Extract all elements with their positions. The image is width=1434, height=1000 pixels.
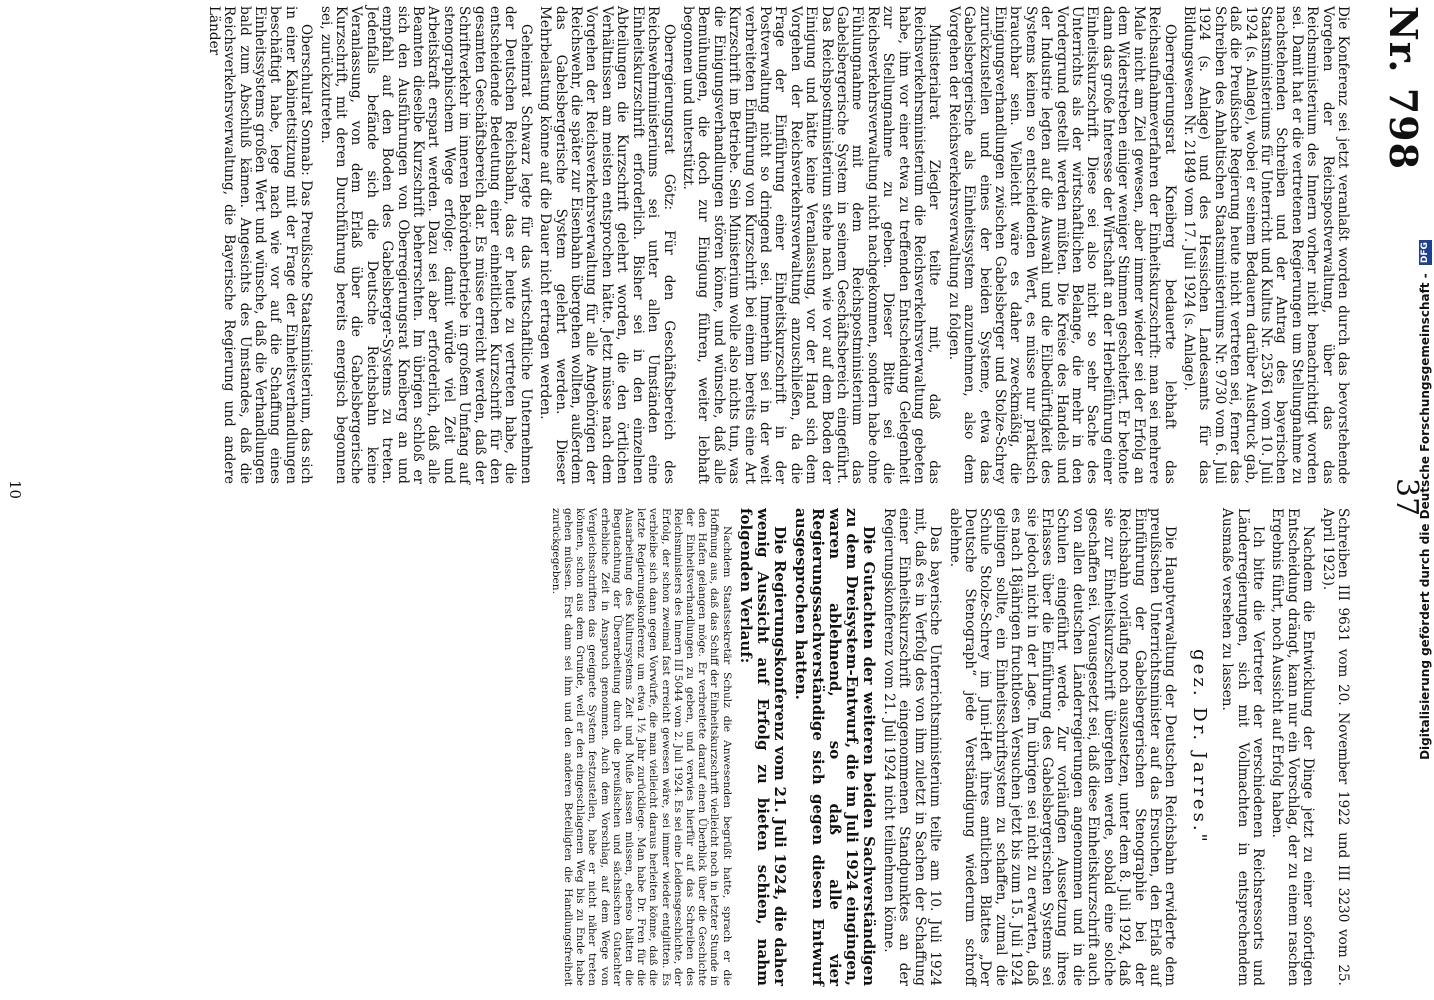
paragraph: Das bayerische Unterrichtsministerium teilte am 10. Juli 1924 mit, daß es in Verfolg des von ihm zuletzt in Sachen der Schaffung einer Einheitskurzschrift eingenommenen Standpunktes an der Regierungskonferenz vom 21. Juli 1924 nicht teilnehmen könne. [881,508,944,986]
paragraph: Die Hauptverwaltung der Deutschen Reichsbahn erwiderte dem preußischen Unterrichtsminister auf das Ersuchen, den Erlaß auf Einführung der Gabelsbergerischen Stenographie bei der Reichsbahn vorläufig noch auszusetzen, unter dem 8. Juli 1924, daß sie zur Einheitskurzschrift übergehen werde, sobald eine solche geschaffen sei. Vorausgesetzt sei, daß diese Einheitskurzschrift auch von allen deutschen Länderregierungen angenommen und in die Schulen eingeführt werde. Zur vorläufigen Aussetzung ihres Erlasses über die Einführung des Gabelsbergerischen Systems sei sie jedoch nicht in der Lage. Im übrigen sei nicht zu erwarten, daß es nach 18jährigen fruchtlosen Versuchen jetzt bis zum 15. Juli 1924 gelingen sollte, ein Einheitsschriftsystem zu schaffen, zumal die Schule Stolze-Schrey im Juni-Heft ihres amtlichen Blattes „Der Deutsche Stenograph“ jede Verständigung wiederum schroff ablehne. [946,508,1179,986]
paragraph: Geheimrat Schwarz legte für das wirtschaftliche Unternehmen der Deutschen Reichsbahn, das er heute zu vertreten habe, die entscheidende Bedeutung einer einheitlichen Kurzschrift für den gesamten Geschäftsbereich dar. Es müsse erreicht werden, daß der Schriftverkehr im inneren Behördenbetriebe in großem Umfang auf stenographischem Wege erfolge; damit würde viel Zeit und Arbeitskraft erspart werden. Dazu sei aber erforderlich, daß alle Beamten dieselbe Kurzschrift beherrschten. Im übrigen schloß er sich den Ausführungen von Oberregierungsrat Kneiberg an und empfahl auf den Boden des Gabelsberger-Systems zu treten. Jedenfalls befände sich die Deutsche Reichsbahn keine Veranlassung, von dem Erlaß über die Gabelsbergerische Kurzschrift, mit deren Durchführung bereits energisch begonnen sei, zurückzutreten. [317,6,534,484]
signature-line: gez. Dr. Jarres." [1188,649,1210,845]
page-number-top: 37 [1389,478,1424,517]
dfg-logo: DFG [1420,242,1430,264]
paragraph: Ministerialrat Ziegler teilte mit, daß das Reichsverkehrsministerium die Reichsverkehrsverwaltung gebeten habe, ihm vor einer etwa zu treffenden Entscheidung Gelegenheit zur Stellungnahme zu geben. Dieser Bitte sei die Reichsverkehrsverwaltung nicht nachgekommen, sondern habe ohne Fühlungnahme mit dem Reichspostministerium das Gabelsbergerische System in seinem Geschäftsbereich eingeführt. Das Reichspostministerium stehe nach wie vor auf dem Boden der Einigung und hätte keine Veranlassung, vor der Hand sich dem Vorgehen der Reichsverkehrsverwaltung anzuschließen, da die Frage der Einführung einer Einheitskurzschrift in der Postverwaltung nicht so dringend sei. Immerhin sei in der weit verbreiteten Einführung von Kurzschrift bei einem bereits eine Art Kurzschrift im Betriebe. Sein Ministerium wolle also nichts tun, was die Einigungsverhandlungen stören könne, und wünsche, daß alle Bemühungen, die doch zur Einigung führen, weiter lebhaft begonnen und unterstützt. [679,6,943,484]
paragraph: Oberregierungsrat Kneiberg bedauerte lebhaft das Reichsaufnahmeverfahren der Einheitskurzschrift: man sei mehrere Male nicht am Ziel gewesen, aber immer wieder sei der Erfolg an dem Widerstreben einiger weniger Stimmen gescheitert. Er betonte dann das große Interesse der Wirtschaft an der Herbeiführung einer Einheitskurzschrift. Diese sei also nicht so sehr Sache des Unterrichts als der wirtschaftlichen Belange, die mehr in den Vordergrund gestellt werden müßten. Die Kreise des Handels und der Industrie legten auf die Auswahl und die Eilbedürftigkeit des Systems keinen so entscheidenden Wert, es müsse nur praktisch brauchbar sein. Vielleicht wäre es daher zweckmäßig, die Einigungsverhandlungen zwischen Gabelsberger und Stolze-Schrey zurückzustellen und eines der beiden Systeme, etwa das Gabelsbergerische als Einheitssystem anzunehmen, also dem Vorgehen der Reichsverkehrsverwaltung zu folgen. [945,6,1178,484]
document-number: Nr. 798 [1381,6,1426,171]
text-column-left [201,6,1350,484]
paragraph: Schreiben III 9631 vom 20. November 1922 und III 3230 vom 25. April 1923). [1319,508,1351,986]
paragraph: Ich bitte die Vertreter der verschiedenen Reichsressorts und Länderregierungen, sich mit Vollmachten in entsprechendem Ausmaße versehen zu lassen. [1219,508,1266,986]
paragraph-small: Nachdem Staatssekretär Schulz die Anwesenden begrüßt hatte, sprach er die Hoffnung aus, daß das Schiff der Einheitskurzschrift vielleicht noch in letzter Stunde in den Hafen gelangen möge. Er verbreitete darauf einen Überblick über die Geschichte der Einheitsverhandlungen zu geben, und verwies hierfür auf das Schreiben des Reichsministers des Innern III 5044 vom 2. Juli 1924. Es sei eine Leidensgeschichte, der Erfolg, der schon zweimal fast erreicht gewesen wäre, sei immer wieder entglitten. Es verbleibe sich dann gegen Vorwürfe, die man vielleicht daraus herleiten könne, daß die letzte Regierungskonferenz um etwa 1½ Jahr zurückliege. Man habe Dr. Fren für die Ausarbeitung des Kultursystems Zeit und Muße lassen müssen, ebenso hätten die Begutachtung der Überarbeitung durch die preußischen und sächsischen Gutachter erhebliche Zeit in Anspruch genommen. Auch dem Vorschlag, auf dem Wege von Vergleichsschriften das geeignete System festzustellen, habe er nicht näher treten können, schon aus dem Grunde, weil er den eingeschlagenen Weg bis zu Ende habe gehen müssen. Erst dann sei ihm und den anderen Beteiligten die Handlungsfreiheit zurückgegeben. [549,508,733,986]
paragraph: Oberregierungsrat Götz: Für den Geschäftsbereich des Reichswehrministeriums sei unter allen Umständen eine Einheitskurzschrift erforderlich. Bisher sei in den einzelnen Abteilungen die Kurzschrift gelehrt worden, die den örtlichen Verhältnissen am meisten entsprochen hätte. Jetzt müsse nach dem Vorgehen der Reichsverkehrsverwaltung für alle Angehörigen der Reichswehr, die später zur Eisenbahn übergehen wollten, außerdem das Gabelsbergerische System gelehrt werden. Dieser Mehrbelastung könne auf die Dauer nicht ertragen werden. [537,6,677,484]
text-column-right [546,508,1350,986]
paragraph-emphasis: Die Regierungskonferenz vom 21. Juli 1924, die daher wenig Aussicht auf Erfolg zu bieten schien, nahm folgenden Verlauf: [736,508,789,986]
paragraph-emphasis: Die Gutachten der weiteren beiden Sachverständigen zu dem Dreisystem-Entwurf, die im Juli 1924 eingingen, waren ablehnend, so daß alle vier Regierungssachverständige sich gegen diesen Entwurf ausgesprochen hatten. [791,508,878,986]
paragraph: Die Konferenz sei jetzt veranlaßt worden durch das bevorstehende Vorgehen der Reichspostverwaltung, über das das Reichsministerium des Innern vorher nicht benachrichtigt worden sei. Damit hat er die vertretenen Regierungen um Stellungnahme zu nachstehenden Schreiben und der Antrag des bayerischen Staatsministeriums für Unterricht und Kultus Nr. 25361 vom 10. Juli 1924 (s. Anlage), wobei er seinem Bedauern darüber Ausdruck gab, daß die Preußische Regierung heute nicht vertreten sei, ferner das Schreiben des Anhaltischen Staatsministeriums Nr. 9730 vom 6. Juli 1924 (s. Anlage) und des Hessischen Landesamts für das Bildungswesen Nr. 21849 vom 17. Juli 1924 (s. Anlage). [1180,6,1351,484]
paragraph: Oberschulrat Sonnab: Das Preußische Staatsministerium, das sich in einer Kabinettsitzung mit der Frage der Einheitsverhandlungen beschäftigt habe, lege nach wie vor auf die Schaffung eines Einheitssystems großen Wert und wünsche, daß die Verhandlungen bald zum Abschluß kämen. Angesichts des Umstandes, daß die Reichsverkehrsverwaltung, die Bayerische Regierung und andere Länder [205,6,315,484]
paragraph: Nachdem die Entwicklung der Dinge jetzt zu einer sofortigen Entscheidung drängt, kann nur ein Vorschlag, der zu einem raschen Ergebnis führt, noch Aussicht auf Erfolg haben. [1269,508,1317,986]
footer-note: Digitalisierung gefördert durch die Deutsche Forschungsgemeinschaft - [1418,273,1432,760]
page-number-bottom: 10 [6,480,24,500]
digitization-footer [1416,0,1434,1000]
